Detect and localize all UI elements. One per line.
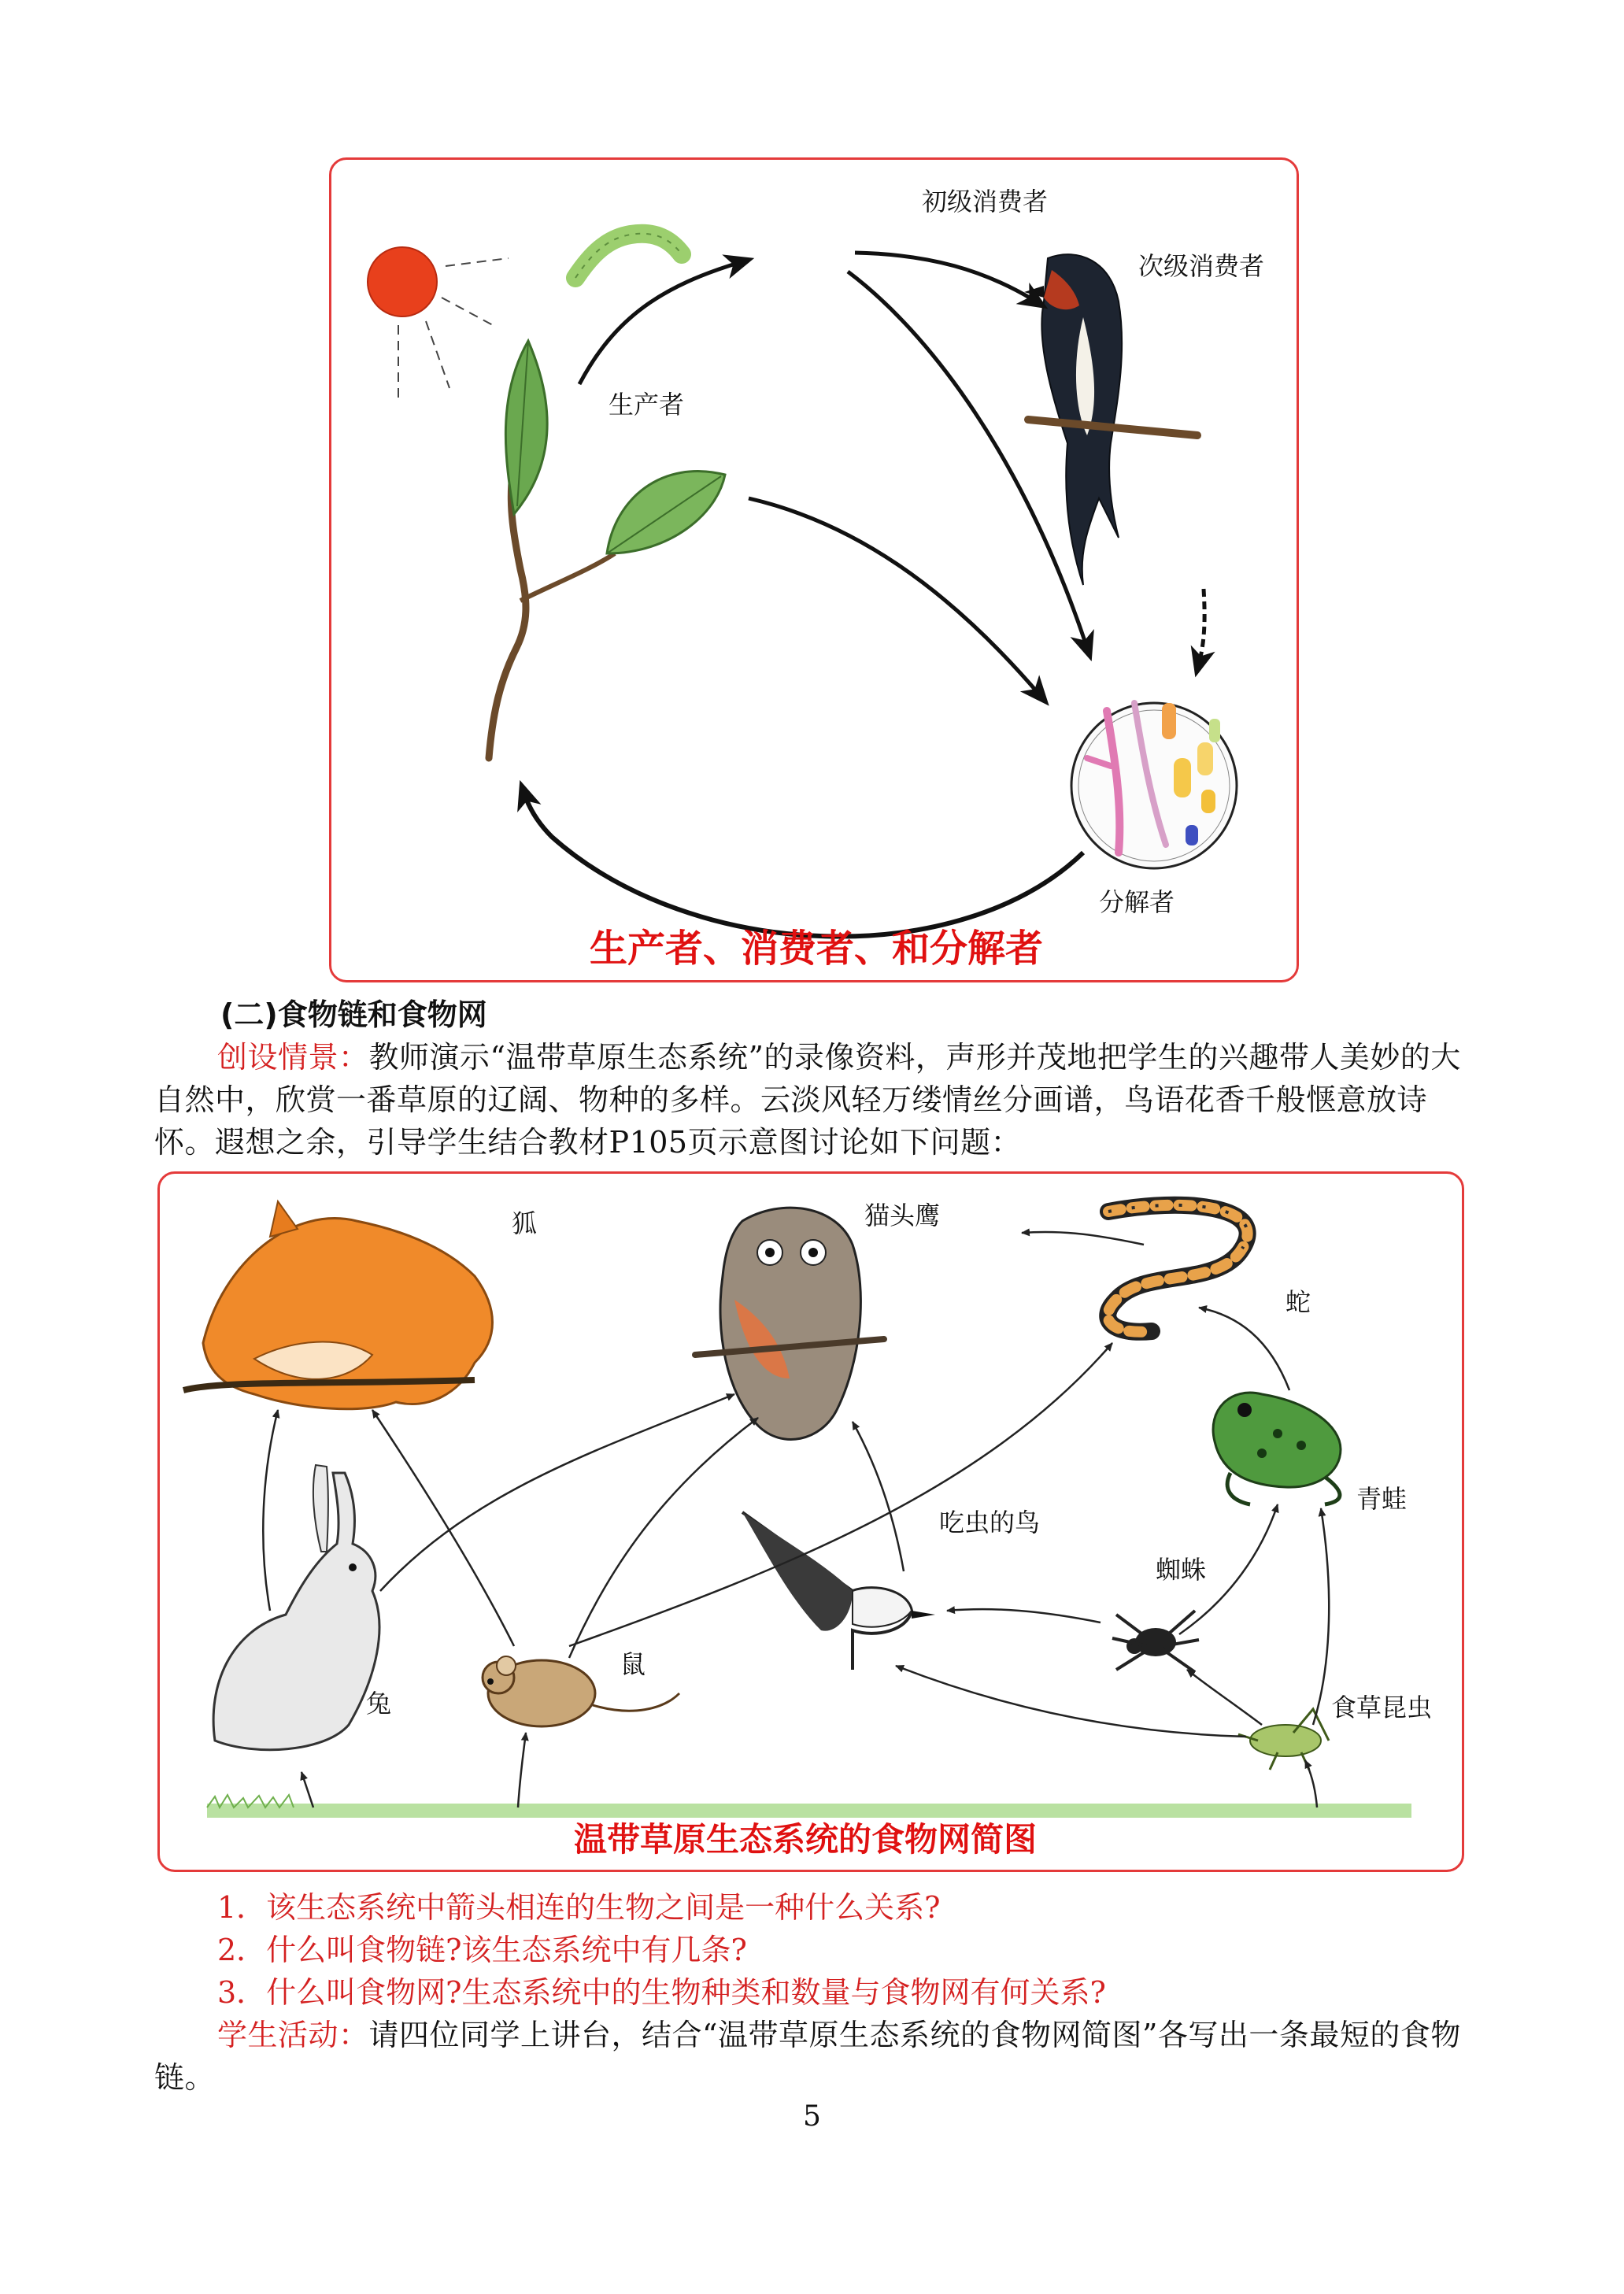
owl-icon bbox=[695, 1208, 884, 1439]
grass-icon bbox=[207, 1795, 1411, 1818]
swallow-icon bbox=[1024, 254, 1197, 585]
arrow-bird-owl bbox=[853, 1422, 904, 1571]
label-fox: 狐 bbox=[512, 1208, 538, 1238]
label-producer: 生产者 bbox=[609, 390, 685, 420]
arrow-decomposer-to-producer bbox=[524, 794, 1083, 937]
question-3: 3．什么叫食物网?生态系统中的生物种类和数量与食物网有何关系? bbox=[217, 1975, 1106, 2010]
activity-label: 学生活动： bbox=[217, 2018, 369, 2052]
label-spider: 蜘蛛 bbox=[1156, 1555, 1207, 1585]
scenario-paragraph bbox=[154, 1036, 1469, 1164]
arrow-primary-to-secondary bbox=[855, 253, 1036, 302]
scenario-text: 教师演示“温带草原生态系统”的录像资料，声形并茂地把学生的兴趣带人美妙的大自然中，欣赏一番草原的辽阔、物种的多样。云淡风轻万缕情丝分画谱，鸟语花香千般惬意放诗怀。遐想之余，引导学生结合教材P105页示意图讨论如下问题： bbox=[154, 1040, 1461, 1160]
label-frog: 青蛙 bbox=[1356, 1484, 1408, 1514]
section-heading: (二)食物链和食物网 bbox=[220, 997, 487, 1032]
food-web-figure bbox=[157, 1171, 1464, 1872]
label-owl: 猫头鹰 bbox=[864, 1201, 941, 1230]
arrow-grass-rabbit bbox=[301, 1772, 313, 1807]
spider-icon bbox=[1112, 1611, 1199, 1672]
question-1: 1．该生态系统中箭头相连的生物之间是一种什么关系? bbox=[217, 1890, 941, 1925]
caterpillar-icon bbox=[575, 234, 682, 278]
arrow-secondary-to-decomposer bbox=[1199, 589, 1204, 664]
arrow-mouse-owl bbox=[569, 1418, 758, 1658]
label-snake: 蛇 bbox=[1286, 1287, 1311, 1317]
activity-paragraph bbox=[154, 2014, 1469, 2099]
figure2-caption: 温带草原生态系统的食物网简图 bbox=[573, 1820, 1038, 1859]
sun-icon bbox=[368, 247, 509, 404]
label-rabbit: 兔 bbox=[366, 1689, 392, 1719]
question-2: 2．什么叫食物链?该生态系统中有几条? bbox=[217, 1933, 747, 1967]
arrow-snake-owl bbox=[1022, 1232, 1144, 1245]
arrow-insect-bird bbox=[896, 1666, 1246, 1737]
arrow-insect-spider bbox=[1187, 1670, 1262, 1725]
label-mouse: 鼠 bbox=[620, 1649, 646, 1679]
frog-icon bbox=[1213, 1393, 1341, 1504]
ecosystem-roles-diagram bbox=[331, 160, 1297, 980]
page-number: 5 bbox=[803, 2100, 821, 2133]
arrow-producer-to-decomposer bbox=[749, 498, 1040, 695]
arrow-spider-bird bbox=[947, 1609, 1101, 1622]
label-decomposer: 分解者 bbox=[1099, 887, 1175, 917]
snake-icon bbox=[1108, 1205, 1247, 1332]
food-web-diagram bbox=[160, 1174, 1462, 1870]
rabbit-icon bbox=[213, 1465, 379, 1750]
arrow-producer-to-primary bbox=[579, 262, 741, 384]
arrow-frog-snake bbox=[1199, 1308, 1289, 1390]
ecosystem-roles-figure bbox=[329, 157, 1299, 982]
arrow-grass-mouse bbox=[518, 1733, 526, 1807]
scenario-label: 创设情景： bbox=[217, 1040, 369, 1075]
arrow-rabbit-owl bbox=[380, 1394, 734, 1591]
decomposer-icon bbox=[1071, 703, 1237, 868]
arrow-insect-frog bbox=[1313, 1508, 1329, 1725]
label-insect-bird: 吃虫的鸟 bbox=[939, 1508, 1041, 1537]
plant-icon bbox=[489, 341, 725, 758]
label-secondary-consumer: 次级消费者 bbox=[1138, 251, 1265, 281]
label-herbivorous-insect: 食草昆虫 bbox=[1331, 1693, 1433, 1722]
fox-icon bbox=[183, 1201, 493, 1409]
arrow-rabbit-fox bbox=[263, 1410, 278, 1611]
arrow-mouse-fox bbox=[372, 1410, 514, 1646]
mouse-icon bbox=[483, 1656, 679, 1726]
label-primary-consumer: 初级消费者 bbox=[922, 187, 1049, 216]
activity-text: 请四位同学上讲台，结合“温带草原生态系统的食物网简图”各写出一条最短的食物链。 bbox=[154, 2018, 1461, 2095]
wagtail-icon bbox=[742, 1512, 935, 1670]
figure1-caption: 生产者、消费者、和分解者 bbox=[589, 927, 1044, 971]
